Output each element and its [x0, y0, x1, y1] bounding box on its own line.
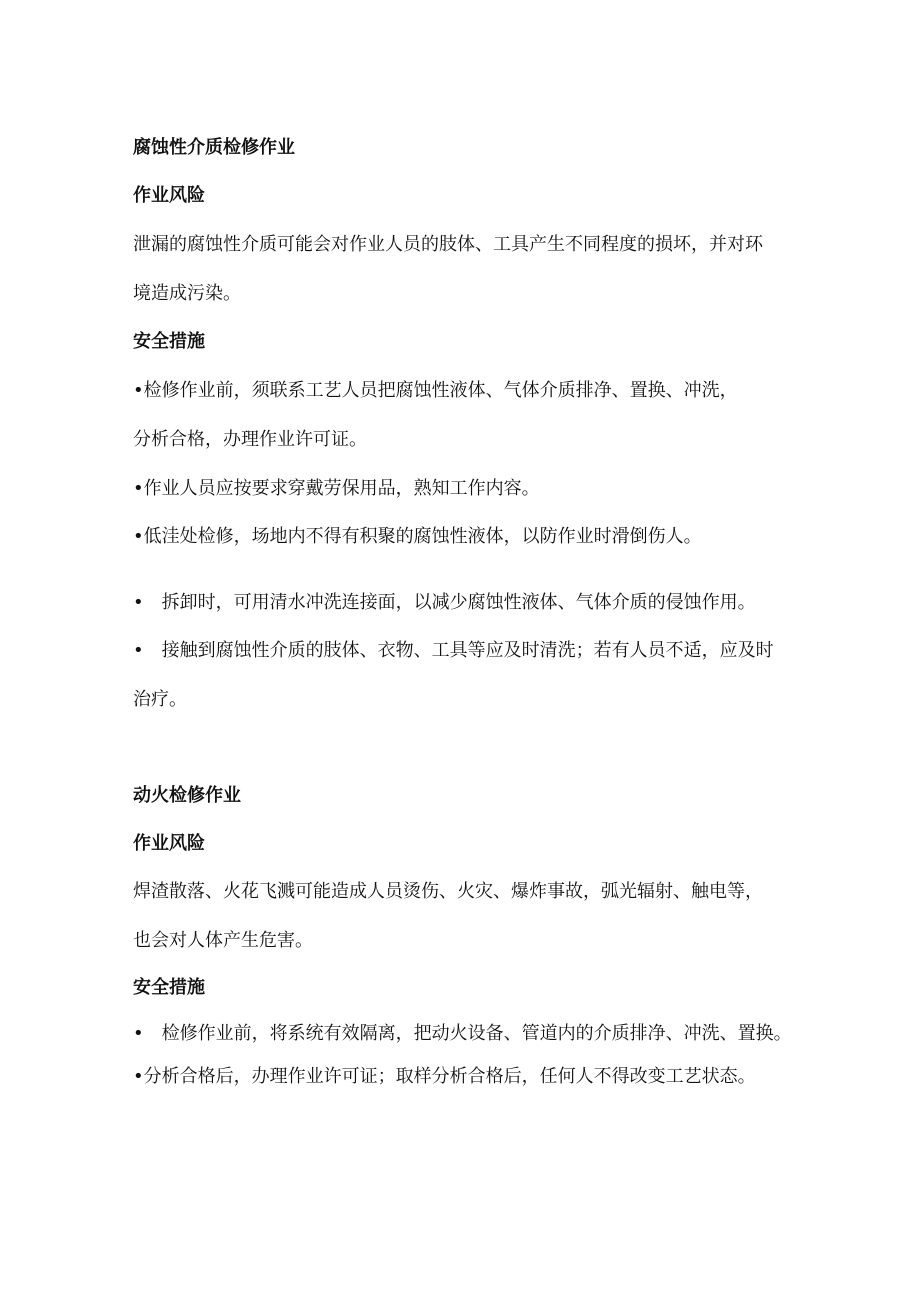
measure-line: •检修作业前，须联系工艺人员把腐蚀性液体、气体介质排净、置换、冲洗， [133, 380, 738, 401]
measure-bullet-item [133, 1022, 792, 1046]
risk-text-line: 也会对人体产生危害。 [133, 930, 313, 951]
bullet-text: 拆卸时，可用清水冲洗连接面，以减少腐蚀性液体、气体介质的侵蚀作用。 [161, 592, 756, 613]
risk-text-line: 泄漏的腐蚀性介质可能会对作业人员的肢体、工具产生不同程度的损坏，并对环 [133, 234, 763, 255]
section-title: 动火检修作业 [133, 785, 241, 806]
measures-heading: 安全措施 [133, 977, 205, 998]
measure-bullet-item [133, 639, 774, 663]
measure-line: 分析合格，办理作业许可证。 [133, 429, 367, 450]
risk-heading: 作业风险 [133, 185, 205, 206]
section-title: 腐蚀性介质检修作业 [133, 137, 295, 158]
measure-line: •作业人员应按要求穿戴劳保用品，熟知工作内容。 [133, 478, 540, 499]
bullet-marker: • [133, 640, 144, 661]
bullet-marker: • [133, 1023, 144, 1044]
measures-heading: 安全措施 [133, 331, 205, 352]
bullet-text: 检修作业前，将系统有效隔离，把动火设备、管道内的介质排净、冲洗、置换。 [161, 1023, 792, 1044]
measure-line: 治疗。 [133, 689, 187, 710]
bullet-marker: • [133, 592, 144, 613]
measure-bullet-item [133, 591, 756, 615]
risk-text-line: 境造成污染。 [133, 283, 241, 304]
risk-heading: 作业风险 [133, 833, 205, 854]
measure-line: •低洼处检修，场地内不得有积聚的腐蚀性液体，以防作业时滑倒伤人。 [133, 526, 702, 547]
risk-text-line: 焊渣散落、火花飞溅可能造成人员烫伤、火灾、爆炸事故，弧光辐射、触电等， [133, 881, 763, 902]
bullet-text: 接触到腐蚀性介质的肢体、衣物、工具等应及时清洗；若有人员不适，应及时 [161, 640, 774, 661]
measure-line: •分析合格后，办理作业许可证；取样分析合格后，任何人不得改变工艺状态。 [133, 1066, 756, 1087]
